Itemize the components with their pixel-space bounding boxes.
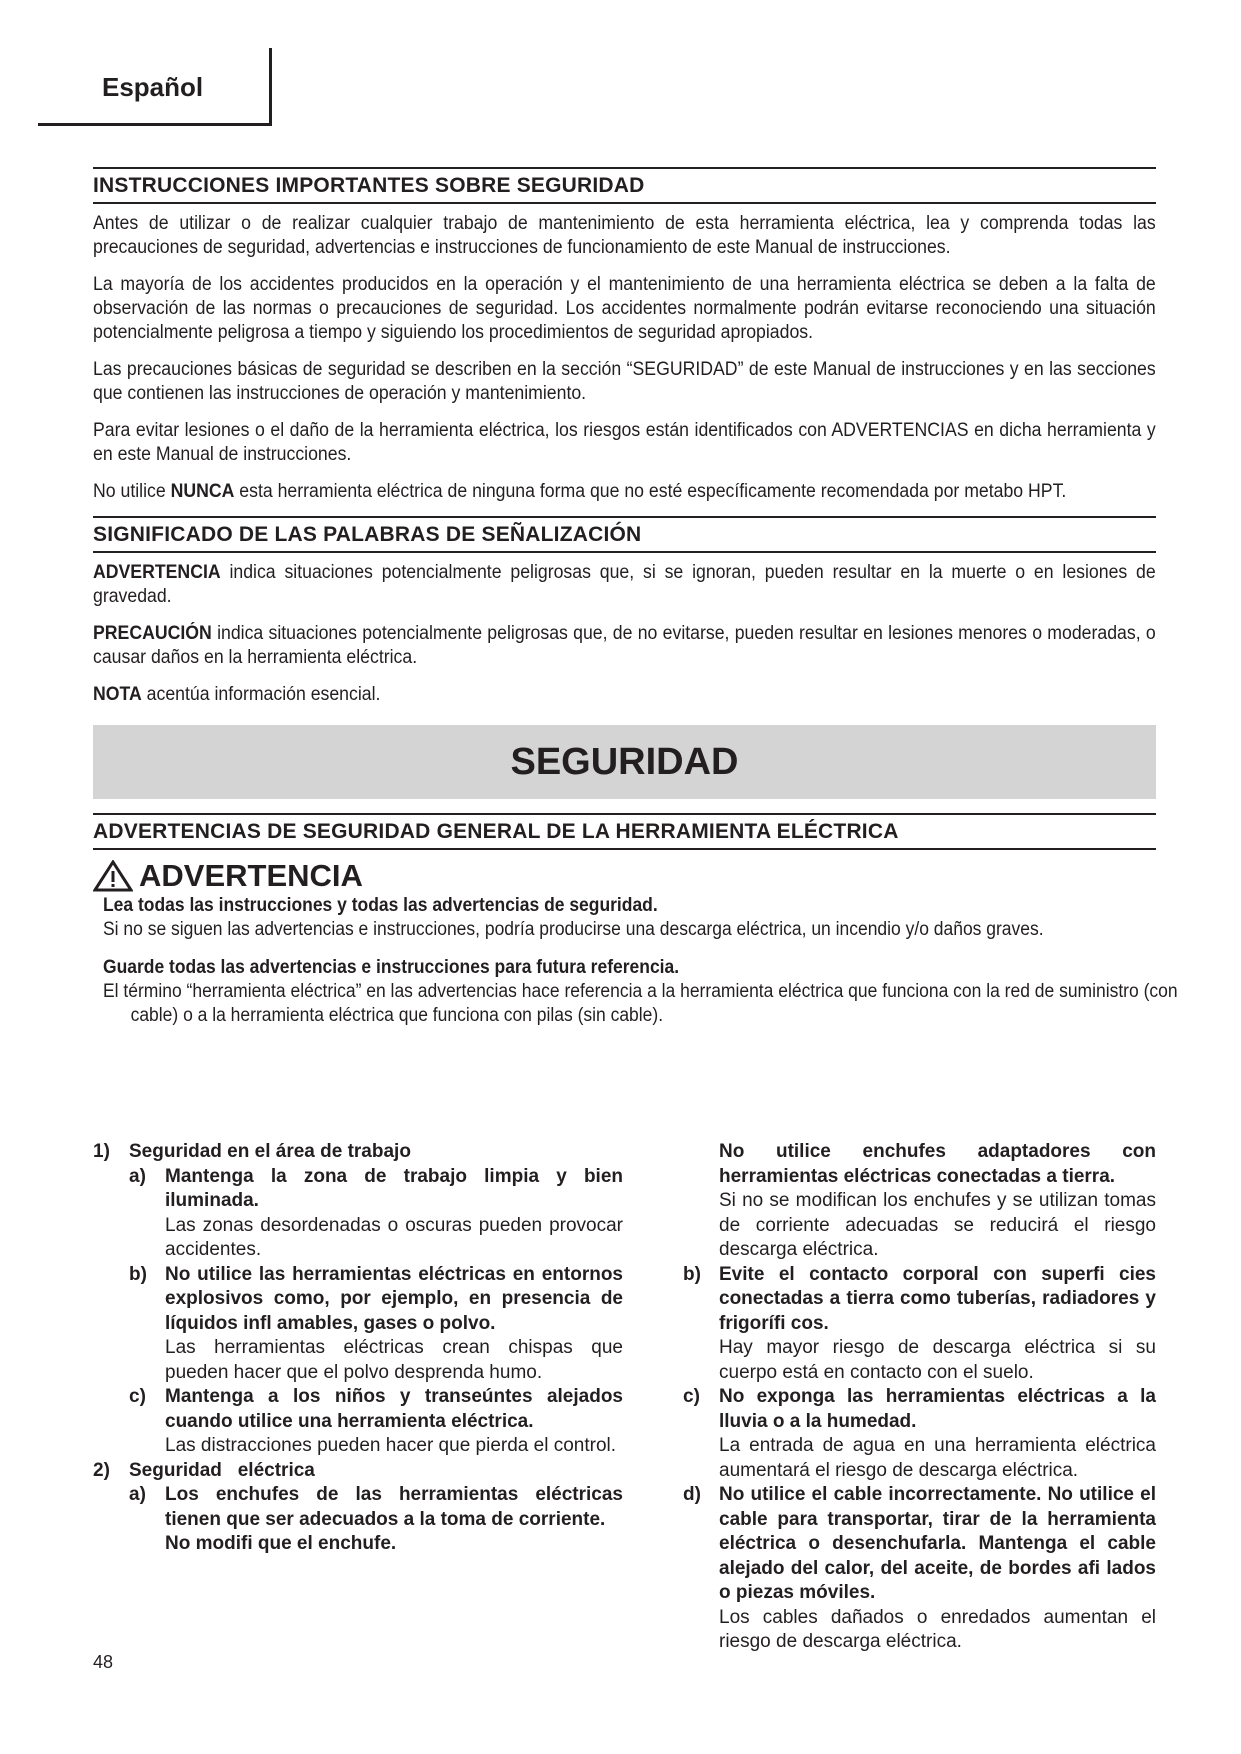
list-item bbox=[93, 1165, 623, 1263]
item-body bbox=[165, 1263, 623, 1386]
item-body bbox=[165, 1483, 623, 1557]
section-title-general-warnings: ADVERTENCIAS DE SEGURIDAD GENERAL DE LA HERRAMIENTA ELÉCTRICA bbox=[93, 813, 1156, 850]
item-letter: a) bbox=[129, 1165, 146, 1187]
page-number: 48 bbox=[93, 1652, 114, 1672]
list-item bbox=[93, 1140, 623, 1165]
definition-advertencia bbox=[93, 561, 1156, 609]
item-letter: c) bbox=[129, 1386, 146, 1407]
item-text: Los cables dañados o enredados aumentan el riesgo de descarga eléctrica. bbox=[719, 1606, 1156, 1652]
item-letter: b) bbox=[683, 1263, 701, 1285]
item-number: 2) bbox=[93, 1459, 110, 1481]
definition-precaucion bbox=[93, 622, 1156, 670]
warning-title: ADVERTENCIA bbox=[139, 858, 363, 893]
item-bold: Mantenga a los niños y transeúntes alejados cuando utilice una herramienta eléctrica. bbox=[165, 1386, 623, 1432]
item-bold: Los enchufes de las herramientas eléctricas tienen que ser adecuados a la toma de corriente. bbox=[165, 1484, 623, 1530]
item-letter: b) bbox=[129, 1263, 147, 1285]
keep-warnings bbox=[93, 956, 1178, 1028]
list-item bbox=[93, 1385, 623, 1459]
item-text: Las zonas desordenadas o oscuras pueden provocar accidentes. bbox=[165, 1214, 623, 1260]
item-body bbox=[719, 1263, 1156, 1386]
term: ADVERTENCIA bbox=[93, 562, 221, 583]
item-bold: Evite el contacto corporal con superfi cies conectadas a tierra como tuberías, radiadores y frigorífi cos. bbox=[719, 1263, 1156, 1334]
warning-bold: Lea todas las instrucciones y todas las advertencias de seguridad. bbox=[103, 895, 658, 916]
item-bold: Mantenga la zona de trabajo limpia y bien iluminada. bbox=[165, 1165, 623, 1211]
item-body bbox=[165, 1165, 623, 1263]
paragraph: Las precauciones básicas de seguridad se describen en la sección “SEGURIDAD” de este Manual de instrucciones y en las secciones que contienen las instrucciones de operación y mantenimiento. bbox=[93, 359, 1156, 404]
item-bold: No utilice el cable incorrectamente. No utilice el cable para transportar, tirar de la herramienta eléctrica o desenchufarla. Mantenga el cable alejado del calor, del aceite, de bordes afi lados o piezas móviles. bbox=[719, 1484, 1156, 1603]
item-text: Las distracciones pueden hacer que pierda el control. bbox=[165, 1435, 617, 1456]
list-item bbox=[93, 1483, 623, 1557]
item-bold: No utilice enchufes adaptadores con herramientas eléctricas conectadas a tierra. bbox=[719, 1141, 1156, 1187]
item-text: Las herramientas eléctricas crean chispas que pueden hacer que el polvo desprenda humo. bbox=[165, 1337, 623, 1383]
definition: acentúa información esencial. bbox=[141, 684, 381, 705]
text: esta herramienta eléctrica de ninguna forma que no esté específicamente recomendada por metabo HPT. bbox=[234, 481, 1067, 502]
term: NOTA bbox=[93, 684, 142, 705]
definition: indica situaciones potencialmente peligrosas que, de no evitarse, pueden resultar en lesiones menores o moderadas, o causar daños en la herramienta eléctrica. bbox=[93, 623, 1156, 668]
paragraph: Para evitar lesiones o el daño de la herramienta eléctrica, los riesgos están identificados con ADVERTENCIAS en dicha herramienta y en este Manual de instrucciones. bbox=[93, 420, 1156, 465]
paragraph bbox=[93, 480, 1156, 504]
item-body bbox=[719, 1385, 1156, 1483]
item-number: 1) bbox=[93, 1141, 110, 1162]
item-letter: d) bbox=[683, 1484, 701, 1505]
item-title: Seguridad eléctrica bbox=[129, 1459, 315, 1481]
item-letter: a) bbox=[129, 1484, 146, 1505]
item-bold: No exponga las herramientas eléctricas a la lluvia o a la humedad. bbox=[719, 1386, 1156, 1432]
warning-triangle-icon bbox=[93, 860, 133, 892]
item-title: Seguridad en el área de trabajo bbox=[129, 1141, 411, 1162]
paragraph: La mayoría de los accidentes producidos en la operación y el mantenimiento de una herramienta eléctrica se deben a la falta de observación de las normas o precauciones de seguridad. Los accidentes normalmente podrán evitarse reconociendo una situación potencialmente peligrosa a tiempo y siguiendo los procedimientos de seguridad apropiados. bbox=[93, 274, 1156, 343]
main-content bbox=[93, 167, 1178, 1028]
item-text: Si no se modifican los enchufes y se utilizan tomas de corriente adecuadas se reducirá el riesgo descarga eléctrica. bbox=[719, 1190, 1156, 1260]
language-label: Español bbox=[102, 72, 204, 102]
warning-heading bbox=[93, 858, 1156, 894]
list-item bbox=[683, 1483, 1156, 1655]
seguridad-banner: SEGURIDAD bbox=[93, 725, 1156, 799]
right-column bbox=[683, 1140, 1156, 1655]
list-item bbox=[93, 1459, 623, 1484]
item-body bbox=[719, 1483, 1156, 1655]
read-all-warnings bbox=[93, 894, 1156, 942]
list-item bbox=[683, 1385, 1156, 1483]
warning-text: Si no se siguen las advertencias e instrucciones, podría producirse una descarga eléctrica, un incendio y/o daños graves. bbox=[103, 919, 1044, 940]
term: PRECAUCIÓN bbox=[93, 623, 212, 644]
emphasis: NUNCA bbox=[170, 481, 235, 502]
paragraph: Antes de utilizar o de realizar cualquier trabajo de mantenimiento de esta herramienta eléctrica, lea y comprenda todas las precauciones de seguridad, advertencias e instrucciones de funcionamiento de este Manual de instrucciones. bbox=[93, 213, 1156, 258]
left-column bbox=[93, 1140, 623, 1557]
item-bold: No utilice las herramientas eléctricas en entornos explosivos como, por ejemplo, en presencia de líquidos infl amables, gases o polvo. bbox=[165, 1263, 623, 1334]
section-title-important-instructions: INSTRUCCIONES IMPORTANTES SOBRE SEGURIDAD bbox=[93, 167, 1156, 204]
language-tab bbox=[38, 48, 272, 126]
section-title-signal-words: SIGNIFICADO DE LAS PALABRAS DE SEÑALIZACIÓN bbox=[93, 516, 1156, 553]
list-item-continued bbox=[683, 1140, 1156, 1263]
item-bold: No modifi que el enchufe. bbox=[165, 1533, 397, 1554]
definition-nota bbox=[93, 683, 1156, 707]
item-text: Hay mayor riesgo de descarga eléctrica si su cuerpo está en contacto con el suelo. bbox=[719, 1337, 1156, 1383]
warning-bold: Guarde todas las advertencias e instrucciones para futura referencia. bbox=[103, 957, 680, 978]
warning-text: El término “herramienta eléctrica” en las advertencias hace referencia a la herramienta eléctrica que funciona con la red de suministro (con cable) o a la herramienta eléctrica que funciona con pilas (sin cable). bbox=[103, 981, 1178, 1026]
item-letter: c) bbox=[683, 1386, 700, 1407]
definition: indica situaciones potencialmente peligrosas que, si se ignoran, pueden resultar en la muerte o en lesiones de gravedad. bbox=[93, 562, 1156, 607]
list-item bbox=[683, 1263, 1156, 1386]
item-text: La entrada de agua en una herramienta eléctrica aumentará el riesgo de descarga eléctrica. bbox=[719, 1435, 1156, 1481]
text: No utilice bbox=[93, 481, 171, 502]
item-body bbox=[165, 1385, 623, 1459]
list-item bbox=[93, 1263, 623, 1386]
